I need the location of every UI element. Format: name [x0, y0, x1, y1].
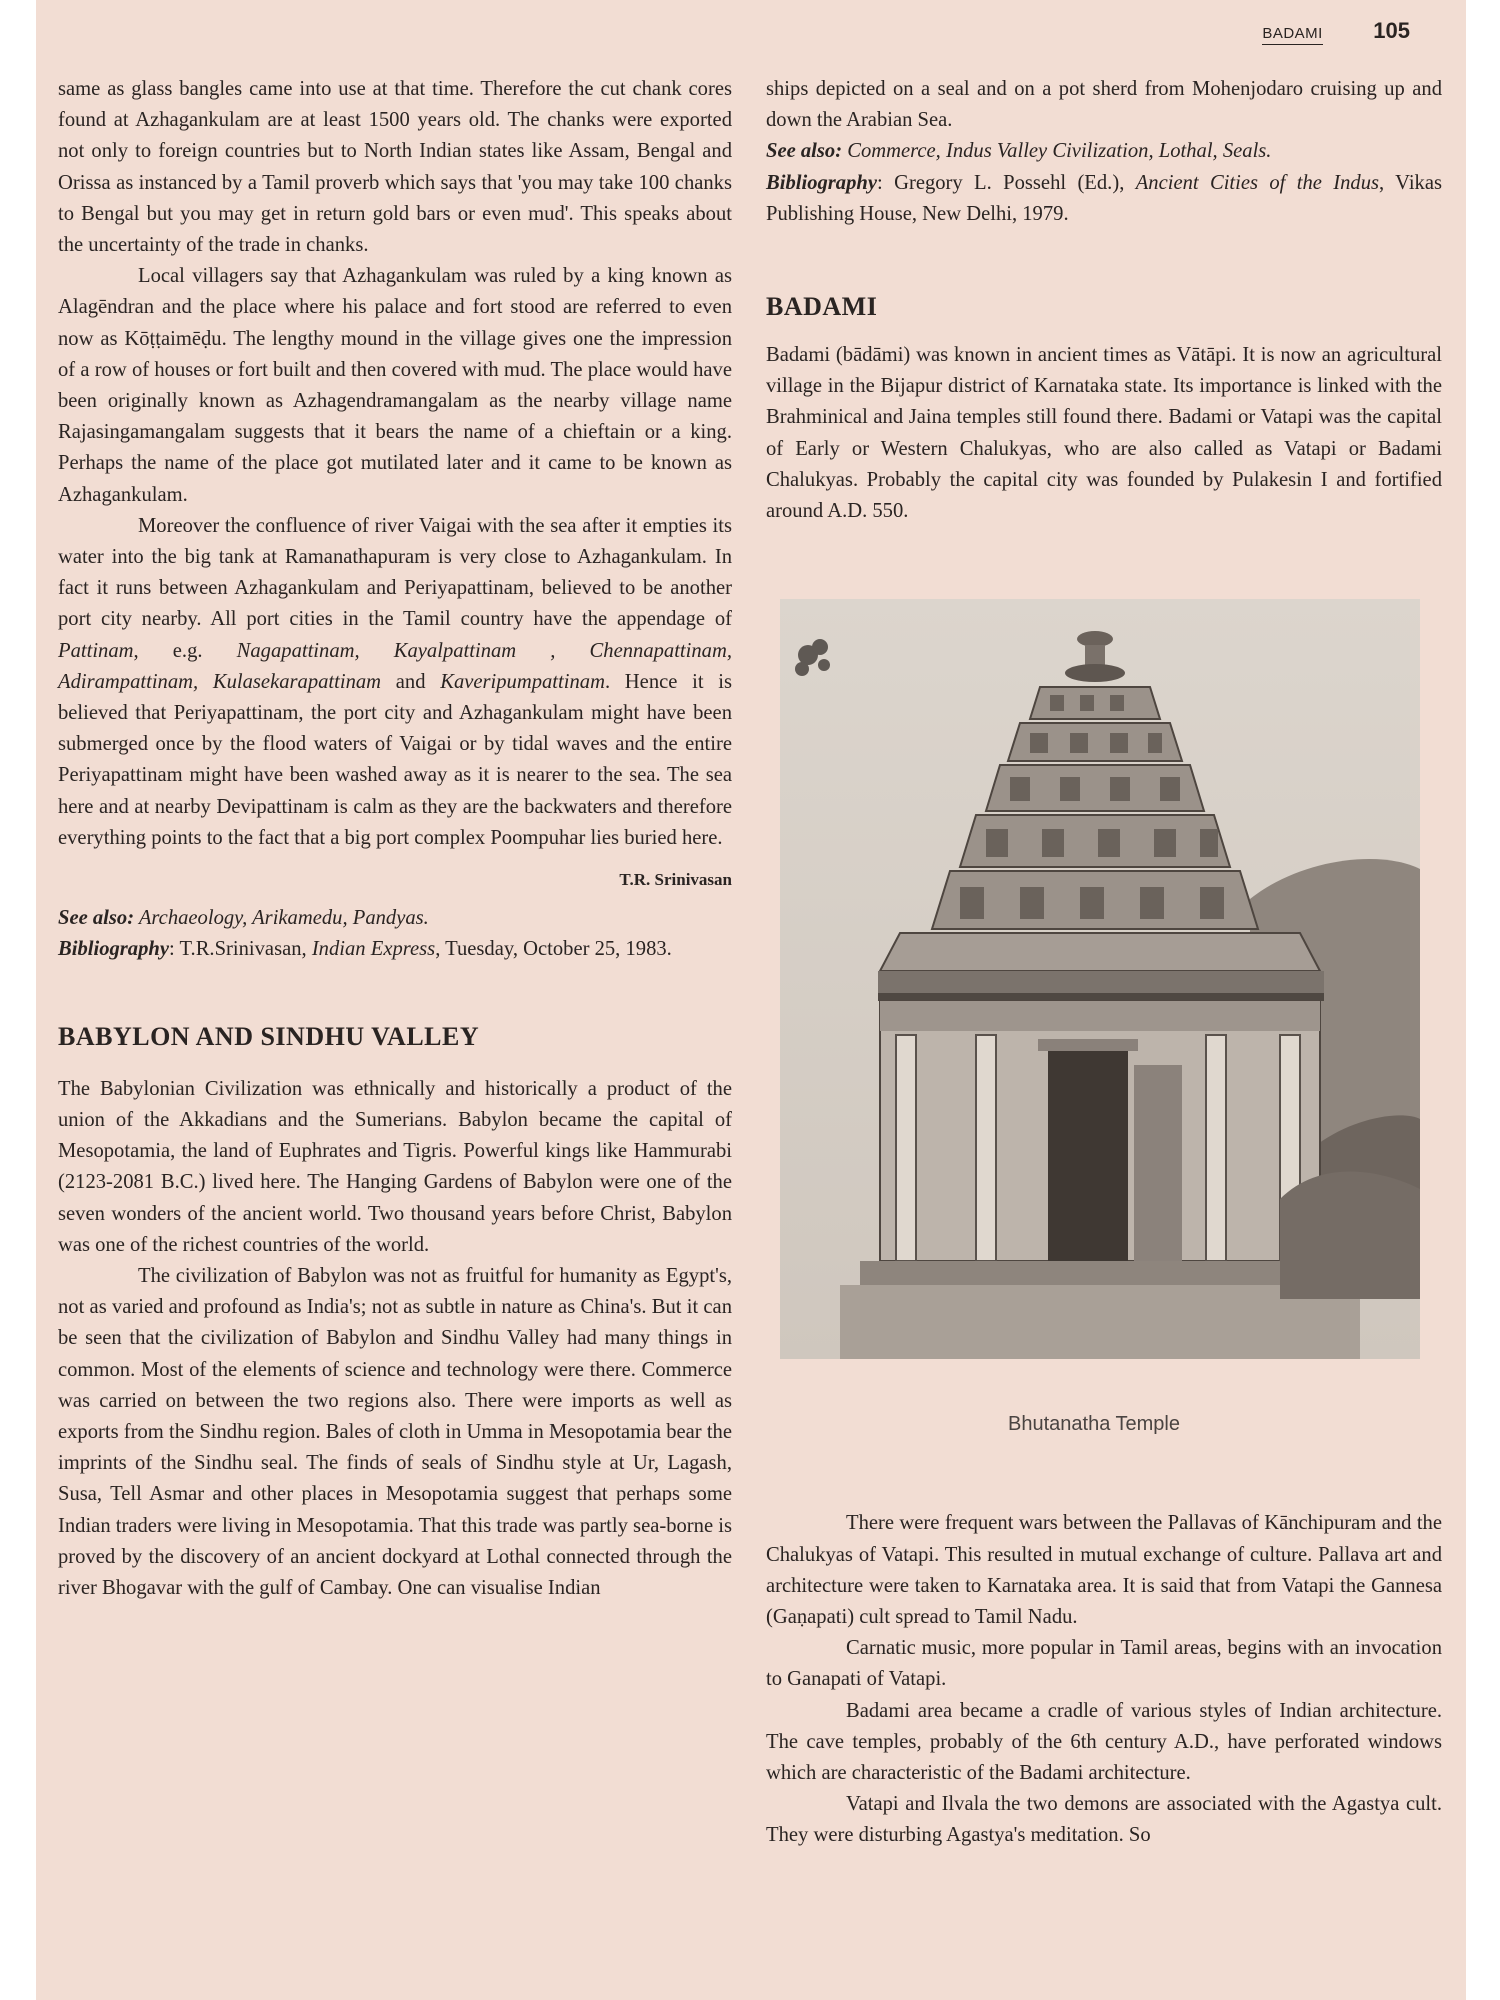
running-head-section: BADAMI — [1262, 25, 1323, 45]
page-number: 105 — [1373, 18, 1410, 43]
right-column — [766, 74, 1442, 1852]
paragraph: Badami (bādāmi) was known in ancient times as Vātāpi. It is now an agricultural village in the Bijapur district of Karnataka state. Its importance is linked with the Brahminical and Jaina temples still found there. Badami or Vatapi was the capital of Early or Western Chalukyas, who are also called as Vatapi or Badami Chalukyas. Probably the capital city was founded by Pulakesin I and fortified around A.D. 550. — [766, 344, 1442, 523]
paragraph: same as glass bangles came into use at that time. Therefore the cut chank cores found at Azhagankulam are at least 1500 years old. The chanks were exported not only to foreign countries but to North Indian states like Assam, Bengal and Orissa as instanced by a Tamil proverb which says that 'you may take 100 chanks to Bengal but you may get in return gold bars or even mud'. This speaks about the uncertainty of the trade in chanks. — [58, 78, 732, 257]
paragraph: Moreover the confluence of river Vaigai with the sea after it empties its water into the big tank at Ramanathapuram is very close to Azhagankulam. In fact it runs between Azhagankulam and Periyapattinam, believed to be another port city nearby. All port cities in the Tamil country have the appendage of Pattinam, e.g. Nagapattinam, Kayalpattinam , Chennapattinam, Adirampattinam, Kulasekarapattinam and Kaveripumpattinam. Hence it is believed that Periyapattinam, the port city and Azhagankulam might have been submerged once by the flood waters of Vaigai or by tidal waves and the entire Periyapattinam might have been washed away as it is nearer to the sea. The sea here and at nearby Devipattinam is calm as they are the backwaters and therefore everything points to the fact that a big port complex Poompuhar lies buried here. — [58, 514, 732, 849]
paragraph: ships depicted on a seal and on a pot sherd from Mohenjodaro cruising up and down the Arabian Sea. — [766, 78, 1442, 132]
paragraph: The Babylonian Civilization was ethnically and historically a product of the union of the Akkadians and the Sumerians. Babylon became the capital of Mesopotamia, the land of Euphrates and Tigris. Powerful kings like Hammurabi (2123-2081 B.C.) lived here. The Hanging Gardens of Babylon were one of the seven wonders of the ancient world. Two thousand years before Christ, Babylon was one of the richest countries of the world. — [58, 1077, 732, 1256]
paragraph: Vatapi and Ilvala the two demons are associated with the Agastya cult. They were disturbing Agastya's meditation. So — [766, 1793, 1442, 1847]
paragraph: Carnatic music, more popular in Tamil areas, begins with an invocation to Ganapati of Vatapi. — [766, 1637, 1442, 1691]
left-column — [58, 74, 732, 1604]
paragraph: There were frequent wars between the Pallavas of Kānchipuram and the Chalukyas of Vatapi. This resulted in mutual exchange of culture. Pallava art and architecture were taken to Karnataka area. It is said that from Vatapi the Gannesa (Gaṇapati) cult spread to Tamil Nadu. — [766, 1512, 1442, 1629]
bibliography: Bibliography: T.R.Srinivasan, Indian Express, Tuesday, October 25, 1983. — [58, 938, 672, 961]
see-also: See also: Archaeology, Arikamedu, Pandyas. — [58, 907, 429, 930]
figure-caption: Bhutanatha Temple — [1008, 1413, 1180, 1436]
temple-photograph — [780, 599, 1420, 1359]
temple-illustration — [780, 599, 1420, 1359]
section-heading: BADAMI — [766, 292, 878, 322]
see-also: See also: Commerce, Indus Valley Civilization, Lothal, Seals. — [766, 140, 1272, 163]
book-page — [36, 0, 1466, 2000]
bibliography: Bibliography: Gregory L. Possehl (Ed.), Ancient Cities of the Indus, Vikas Publishing House, New Delhi, 1979. — [766, 171, 1442, 225]
paragraph: The civilization of Babylon was not as fruitful for humanity as Egypt's, not as varied and profound as India's; not as subtle in nature as China's. But it can be seen that the civilization of Babylon and Sindhu Valley had many things in common. Most of the elements of science and technology were there. Commerce was carried on between the two regions also. There were imports as well as exports from the Sindhu region. Bales of cloth in Umma in Mesopotamia bear the imprints of the Sindhu seal. The finds of seals of Sindhu style at Ur, Lagash, Susa, Tell Asmar and other places in Mesopotamia suggest that perhaps some Indian traders were living in Mesopotamia. That this trade was partly sea-borne is proved by the discovery of an ancient dockyard at Lothal connected through the river Bhogavar with the gulf of Cambay. One can visualise Indian — [58, 1264, 732, 1599]
paragraph: Badami area became a cradle of various styles of Indian architecture. The cave temples, probably of the 6th century A.D., have perforated windows which are characteristic of the Badami architecture. — [766, 1699, 1442, 1785]
running-head — [1262, 18, 1410, 44]
author-signature: T.R. Srinivasan — [619, 870, 732, 890]
section-heading: BABYLON AND SINDHU VALLEY — [58, 1021, 480, 1051]
paragraph: Local villagers say that Azhagankulam was ruled by a king known as Alagēndran and the place where his palace and fort stood are referred to even now as Kōṭṭaimēḍu. The lengthy mound in the village gives one the impression of a row of houses or fort built and then covered with mud. The place would have been originally known as Azhagendramangalam as the nearby village name Rajasingamangalam suggests that it bears the name of a chieftain or a king. Perhaps the name of the place got mutilated later and it came to be known as Azhagankulam. — [58, 265, 732, 506]
